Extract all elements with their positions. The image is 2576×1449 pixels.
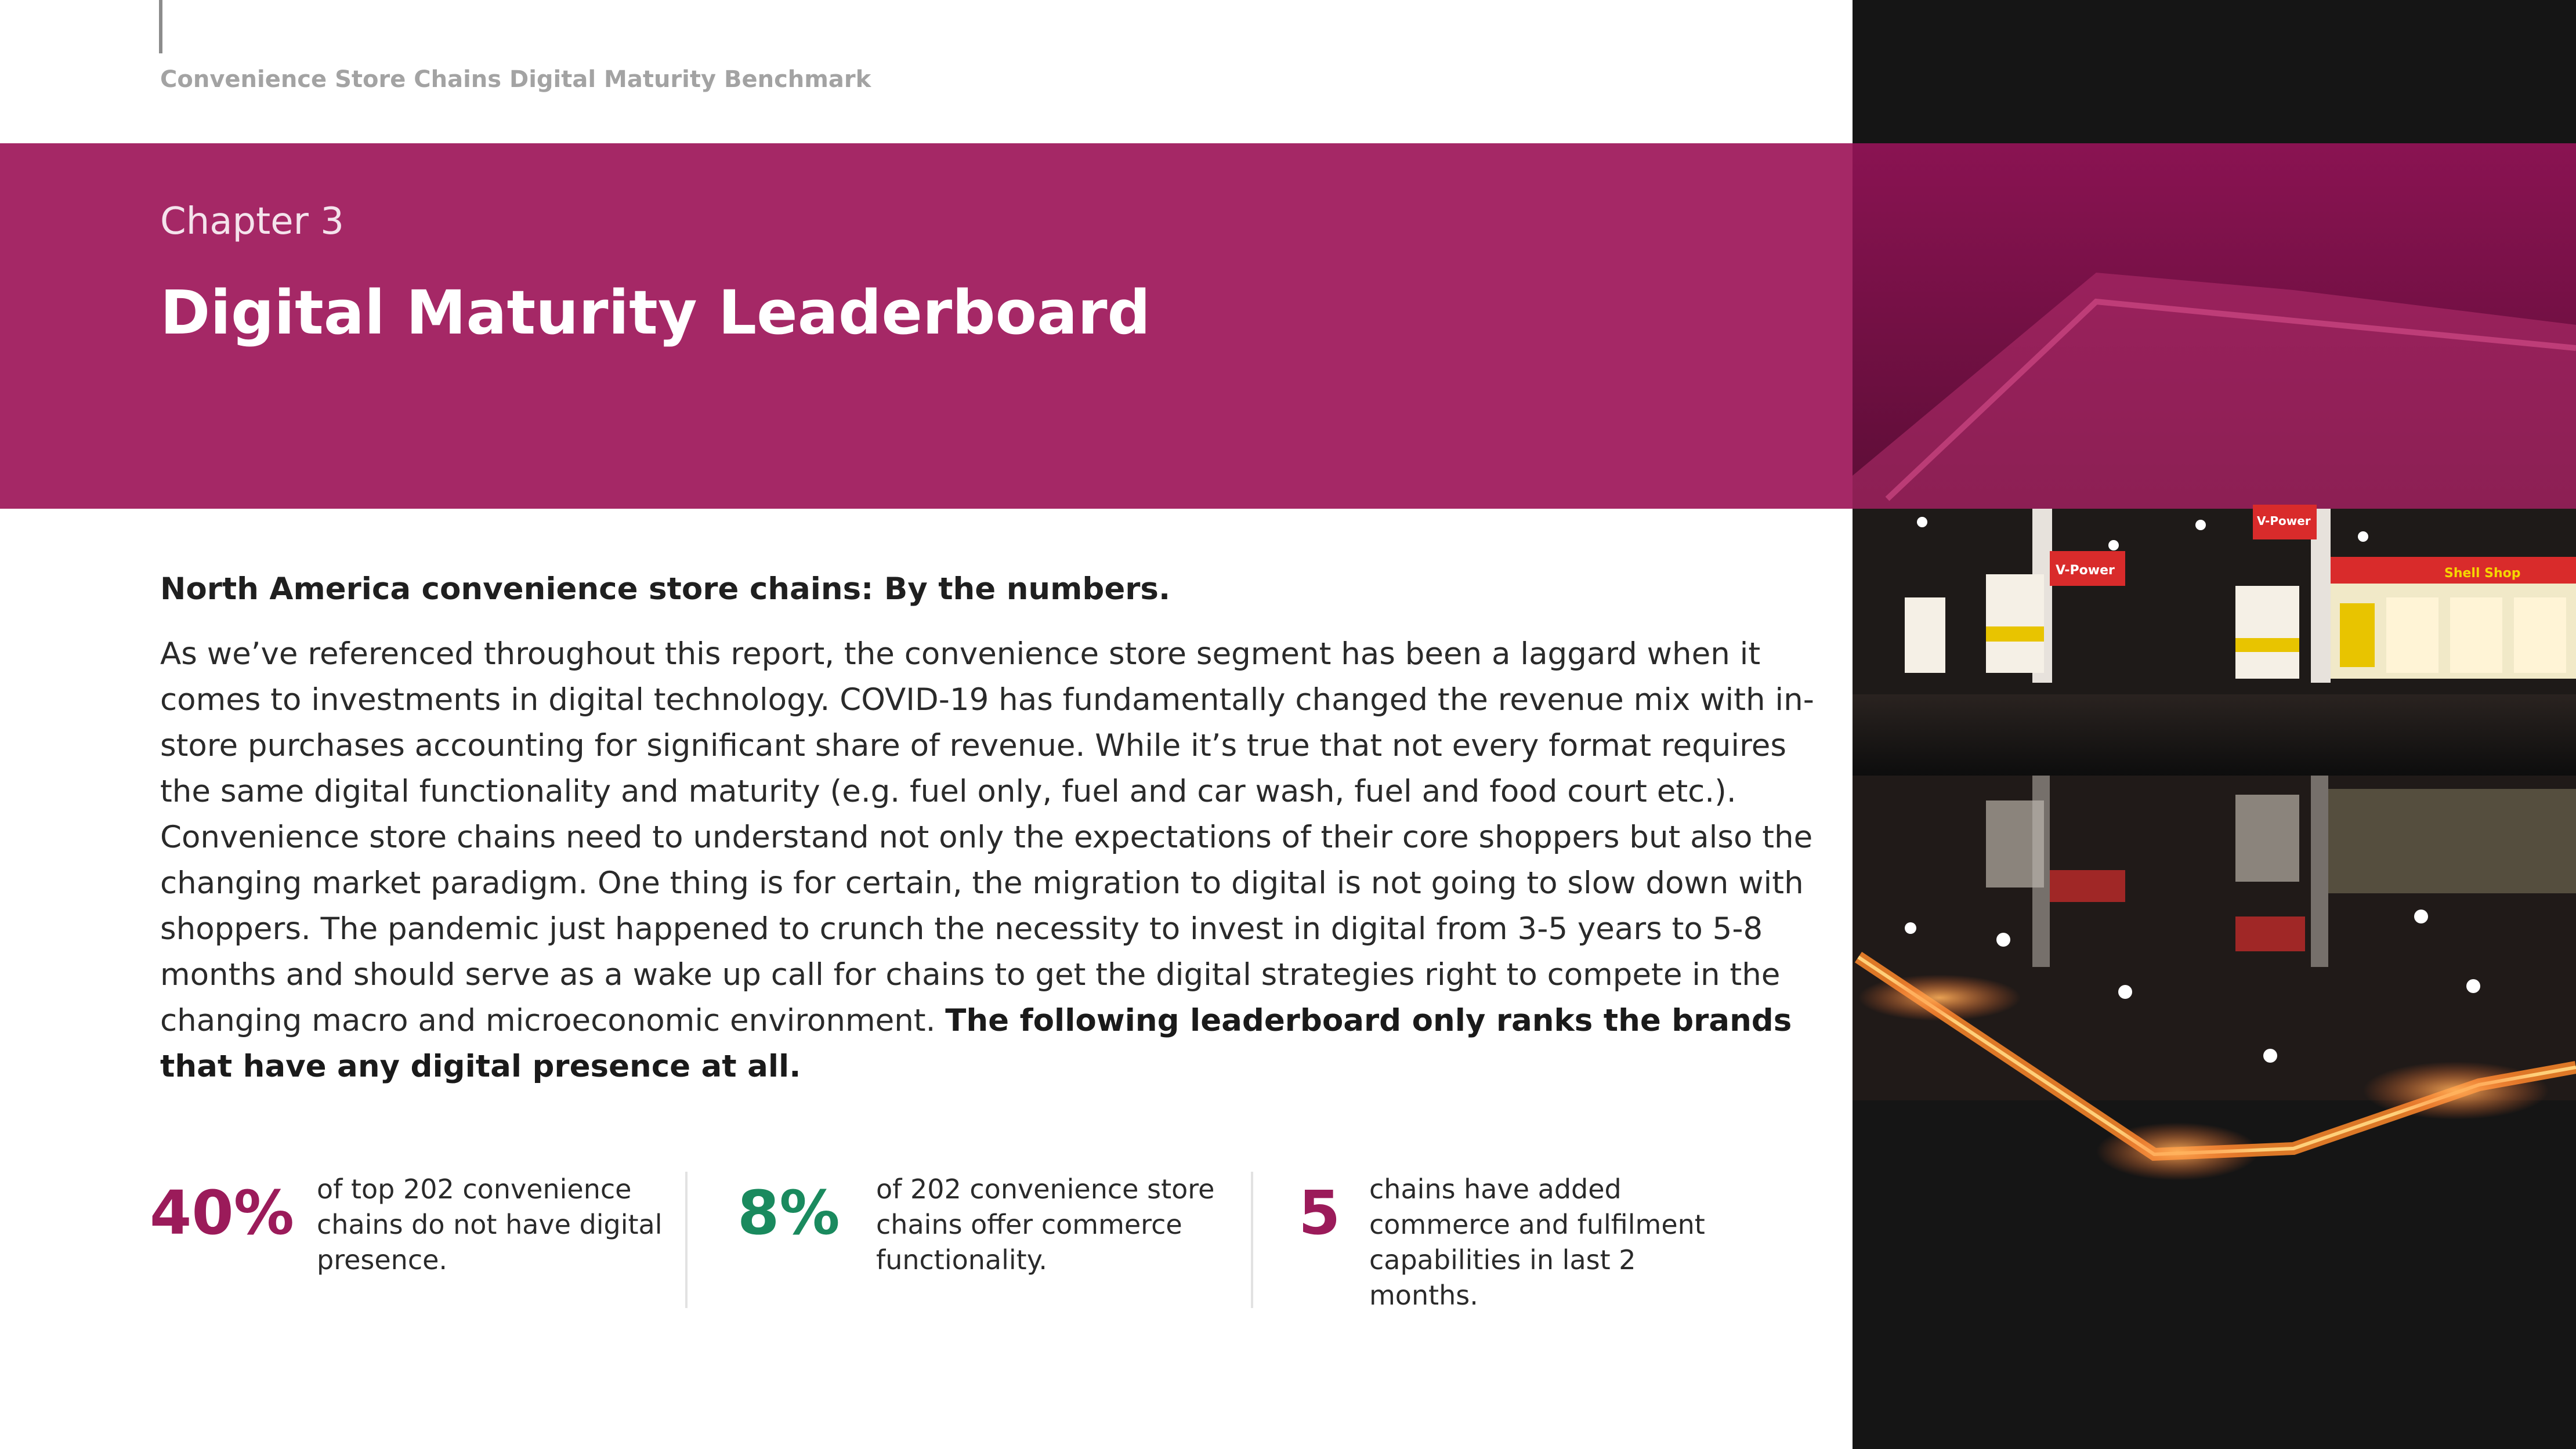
stat-divider: [685, 1172, 688, 1308]
pump-sign-left: V-Power: [2056, 563, 2115, 578]
stat-text-3: chains have added commerce and fulfilment capabilities in last 2 months.: [1369, 1173, 1705, 1311]
paragraph-emphasis: The following leaderboard only ranks the brands that have any digital presence at all.: [160, 1003, 1792, 1084]
running-header: Convenience Store Chains Digital Maturity Benchmark: [160, 66, 871, 93]
shop-sign-text: Shell Shop: [2444, 566, 2521, 581]
pump-sign-top: V-Power: [2257, 514, 2311, 528]
header-rule: [159, 0, 162, 53]
gas-station-photo: [1853, 0, 2576, 1449]
main-content: [160, 571, 1819, 1089]
stat-text-1: of top 202 convenience chains do not have digital presence.: [317, 1173, 663, 1276]
section-lead: North America convenience store chains: By the numbers.: [160, 571, 1171, 607]
chapter-title: Digital Maturity Leaderboard: [160, 277, 1150, 348]
chapter-label: Chapter 3: [160, 200, 344, 243]
stats-row: [0, 1160, 1853, 1311]
gas-station-illustration: [1853, 0, 2576, 1449]
stat-divider: [1251, 1172, 1253, 1308]
paragraph-text: As we’ve referenced throughout this report, the convenience store segment has been a laggard when it comes to investments in digital technology. COVID-19 has fundamentally changed the revenue mix with in-store purchases accounting for significant share of revenue. While it’s true that not every format requires the same digital functionality and maturity (e.g. fuel only, fuel and car wash, fuel and food court etc.). Convenience store chains need to understand not only the expectations of their core shoppers but also the changing market paradigm. One thing is for certain, the migration to digital is not going to slow down with shoppers. The pandemic just happened to crunch the necessity to invest in digital from 3-5 years to 5-8 months and should serve as a wake up call for chains to get the digital strategies right to compete in the changing macro and microeconomic environment.: [160, 636, 1814, 1038]
stat-text-2: of 202 convenience store chains offer commerce functionality.: [876, 1173, 1215, 1276]
stat-value-3: 5: [1298, 1178, 1341, 1248]
stat-value-1: 40%: [150, 1178, 294, 1248]
body-paragraph: [160, 631, 1819, 1089]
stat-value-2: 8%: [737, 1178, 840, 1248]
